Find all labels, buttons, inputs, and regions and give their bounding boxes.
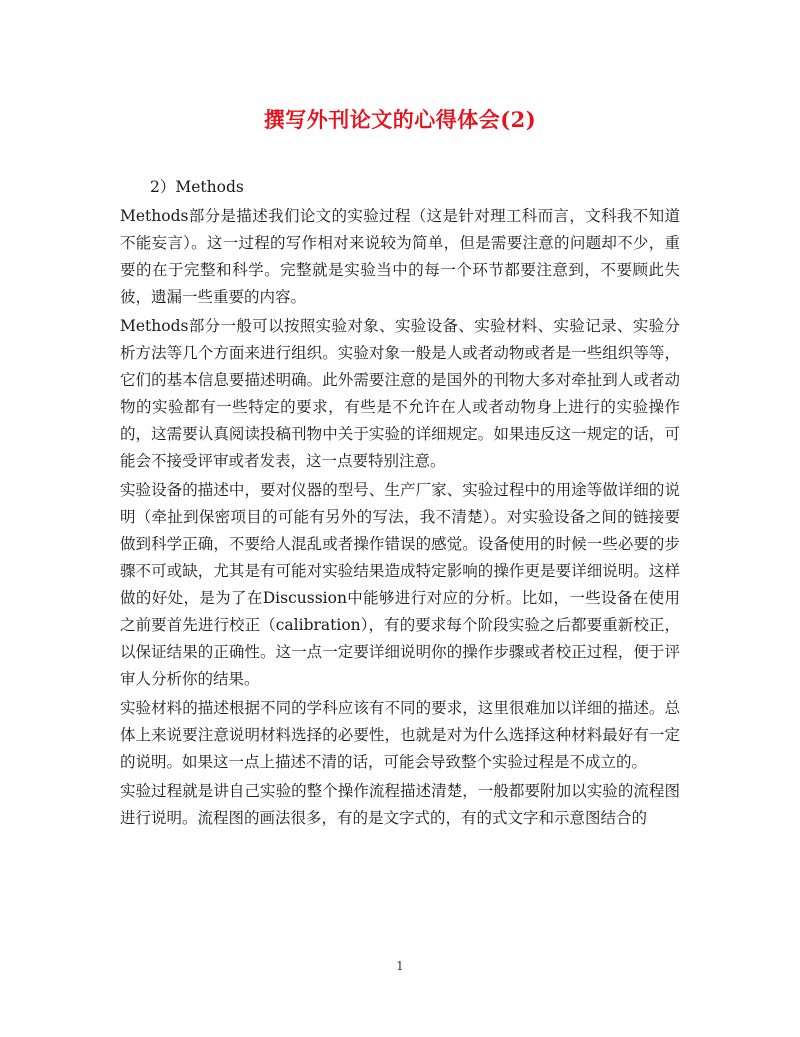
document-body [120, 174, 680, 832]
page-number: 1 [396, 959, 404, 973]
paragraph-procedure: 实验过程就是讲自己实验的整个操作流程描述清楚，一般都要附加以实验的流程图进行说明。流程图的画法很多，有的是文字式的，有的式文字和示意图结合的 [120, 782, 680, 827]
paragraph-equipment: 实验设备的描述中，要对仪器的型号、生产厂家、实验过程中的用途等做详细的说明（牵扯到保密项目的可能有另外的写法，我不清楚）。对实验设备之间的链接要做到科学正确，不要给人混乱或者操作错误的感觉。设备使用的时候一些必要的步骤不可或缺，尤其是有可能对实验结果造成特定影响的操作更是要详细说明。这样做的好处，是为了在Discussion中能够进行对应的分析。比如，一些设备在使用之前要首先进行校正（calibration），有的要求每个阶段实验之后都要重新校正，以保证结果的正确性。这一点一定要详细说明你的操作步骤或者校正过程，便于评审人分析你的结果。 [120, 481, 680, 688]
section-heading: 2）Methods [150, 178, 244, 196]
document-title: 撰写外刊论文的心得体会(2) [263, 107, 537, 132]
paragraph-methods-intro: Methods部分是描述我们论文的实验过程（这是针对理工科而言，文科我不知道不能妄言）。这一过程的写作相对来说较为简单，但是需要注意的问题却不少，重要的在于完整和科学。完整就是实验当中的每一个环节都要注意到，不要顾此失彼，遗漏一些重要的内容。 [120, 207, 680, 306]
paragraph-methods-organization: Methods部分一般可以按照实验对象、实验设备、实验材料、实验记录、实验分析方法等几个方面来进行组织。实验对象一般是人或者动物或者是一些组织等等，它们的基本信息要描述明确。此外需要注意的是国外的刊物大多对牵扯到人或者动物的实验都有一些特定的要求，有些是不允许在人或者动物身上进行的实验操作的，这需要认真阅读投稿刊物中关于实验的详细规定。如果违反这一规定的话，可能会不接受评审或者发表，这一点要特别注意。 [120, 317, 680, 470]
paragraph-materials: 实验材料的描述根据不同的学科应该有不同的要求，这里很难加以详细的描述。总体上来说要注意说明材料选择的必要性，也就是对为什么选择这种材料最好有一定的说明。如果这一点上描述不清的话，可能会导致整个实验过程是不成立的。 [120, 699, 680, 771]
